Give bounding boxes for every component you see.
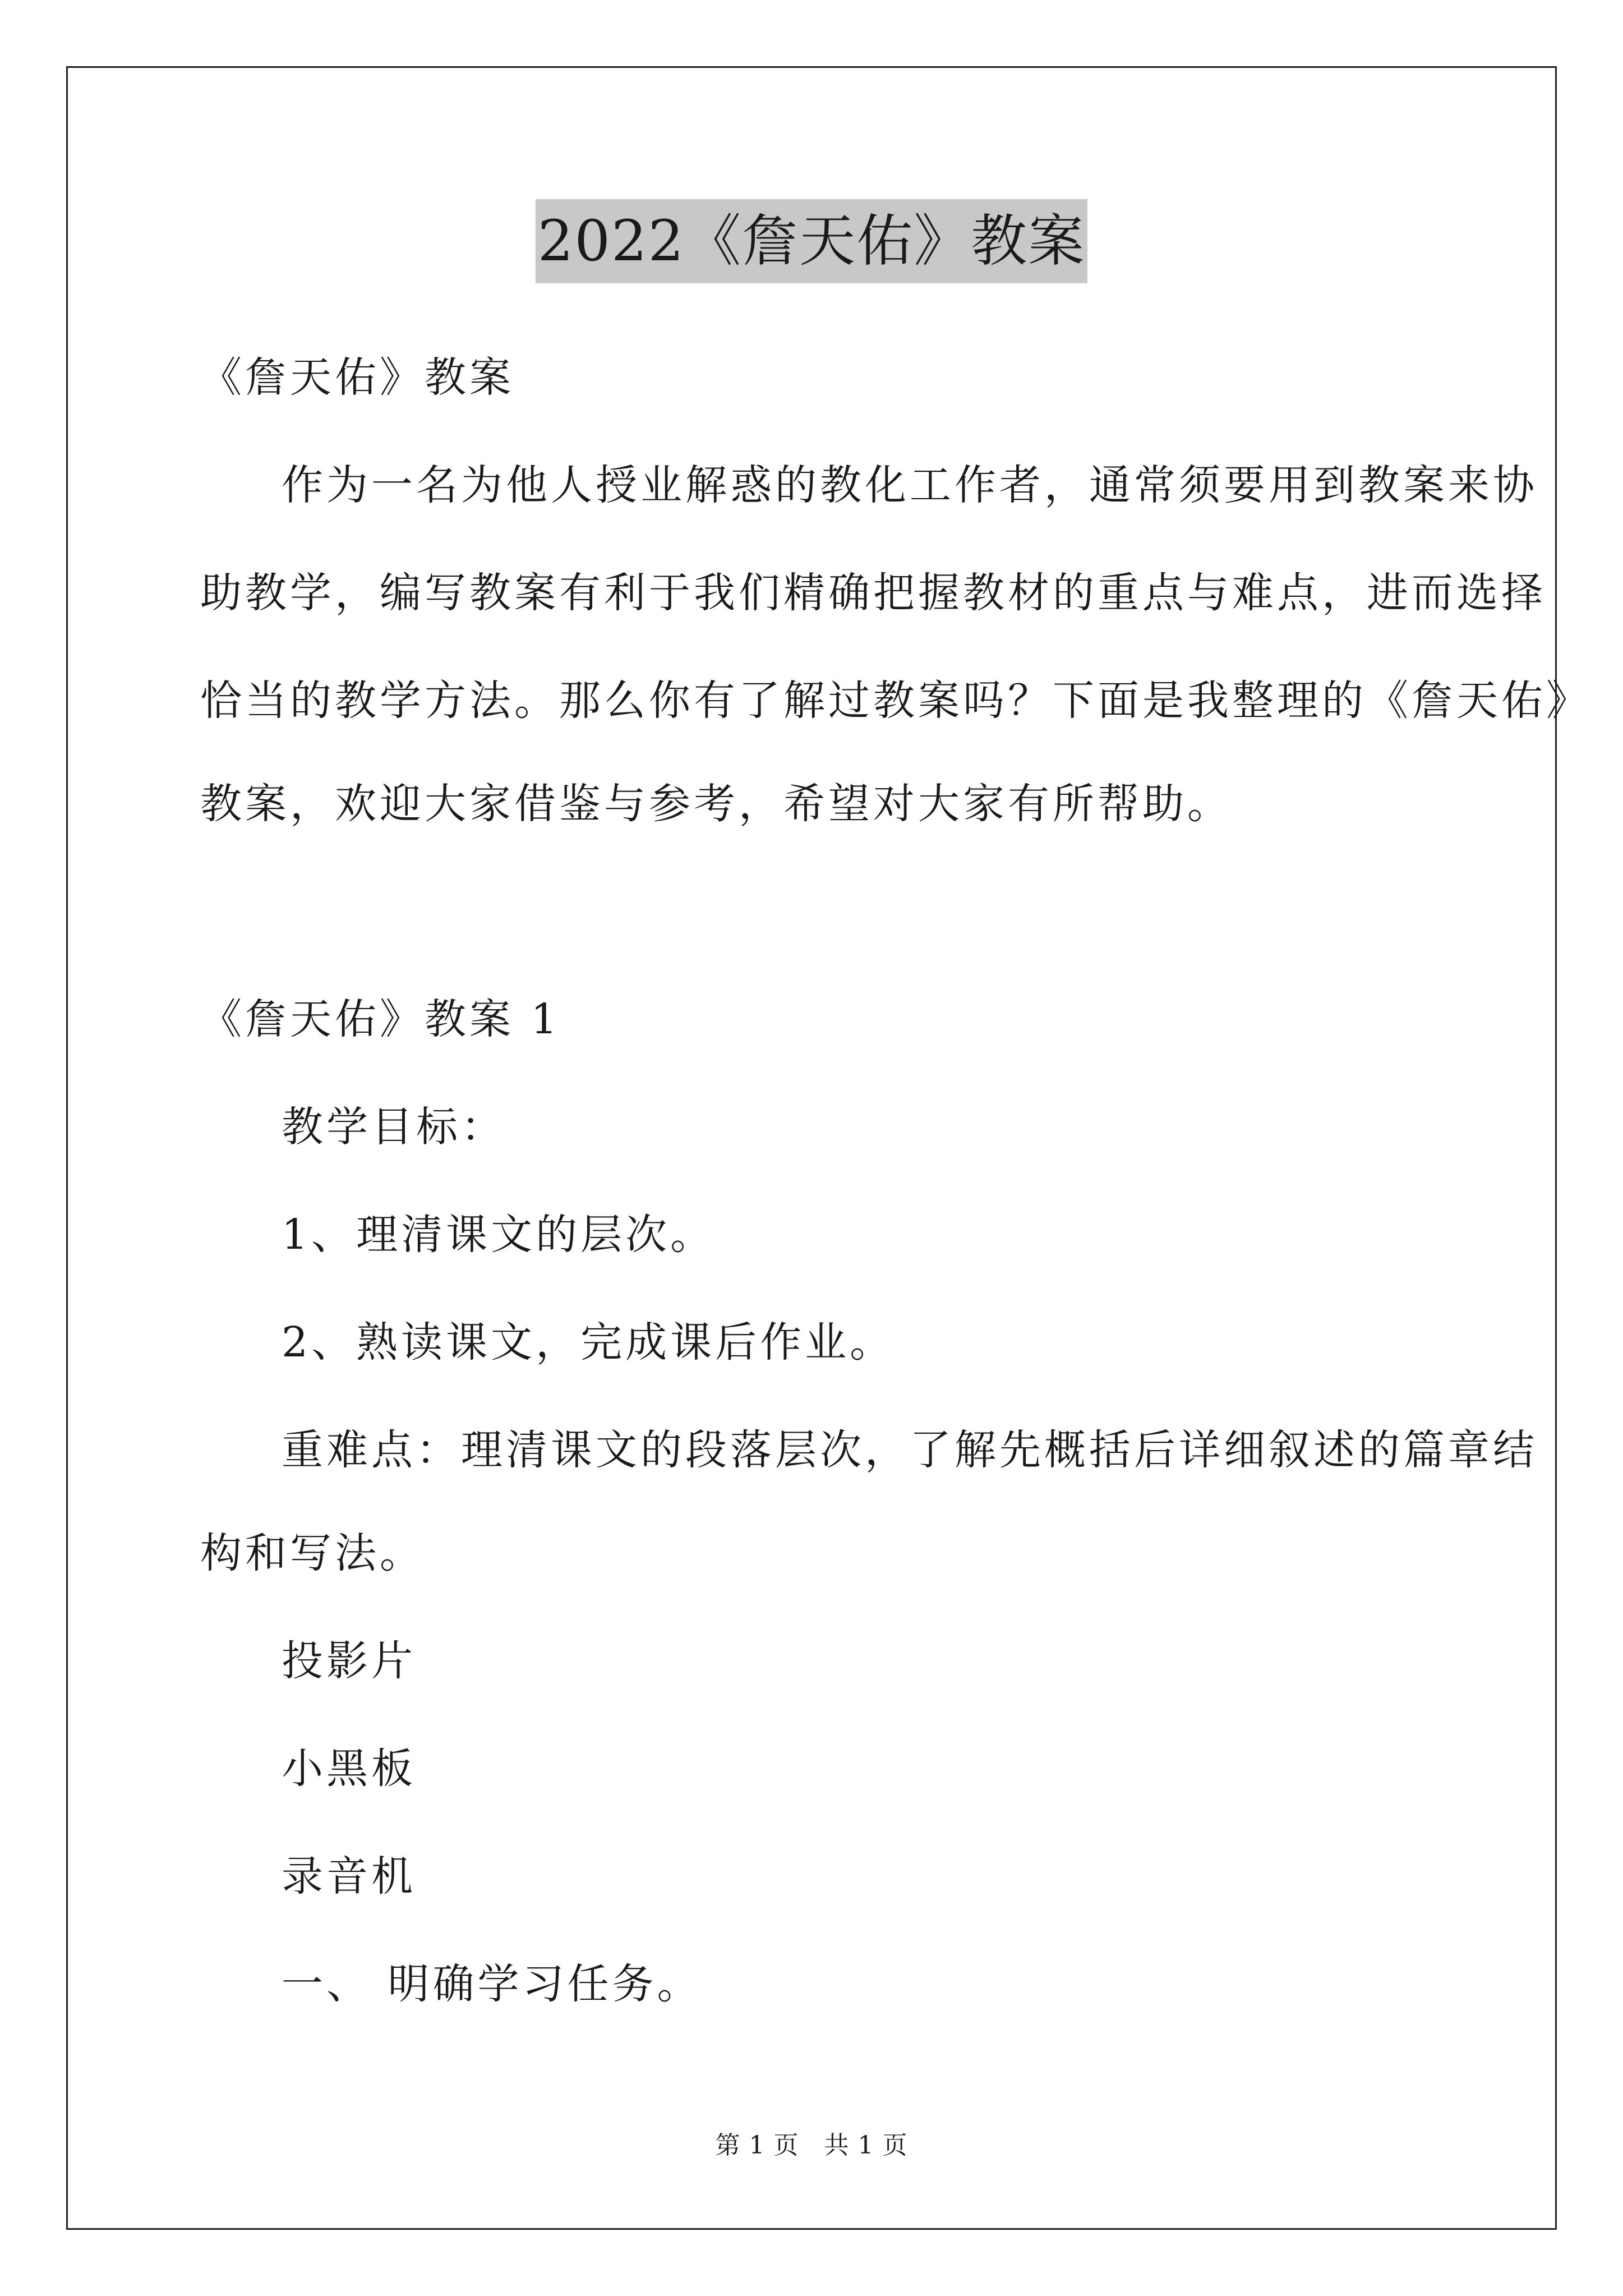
objective-1: 1、理清课文的层次。 [282, 1211, 716, 1259]
key-points-line-1: 重难点：理清课文的段落层次，了解先概括后详细叙述的篇章结 [282, 1426, 1538, 1474]
document-title: 2022《詹天佑》教案 [536, 199, 1088, 283]
subtitle: 《詹天佑》教案 [200, 353, 514, 402]
intro-line-1: 作为一名为他人授业解惑的教化工作者，通常须要用到教案来协 [282, 461, 1538, 509]
objective-2: 2、熟读课文，完成课后作业。 [282, 1318, 895, 1366]
intro-line-4: 教案，欢迎大家借鉴与参考，希望对大家有所帮助。 [200, 780, 1232, 828]
intro-line-3: 恰当的教学方法。那么你有了解过教案吗？下面是我整理的《詹天佑》 [200, 677, 1591, 725]
key-points-line-2: 构和写法。 [200, 1529, 425, 1577]
section-heading: 《詹天佑》教案 1 [200, 995, 561, 1043]
intro-line-2: 助教学，编写教案有利于我们精确把握教材的重点与难点，进而选择 [200, 569, 1546, 617]
page-footer: 第 1 页 共 1 页 [715, 2131, 908, 2160]
material-item-3: 录音机 [282, 1852, 416, 1901]
document-title-block [0, 199, 1623, 283]
material-item-2: 小黑板 [282, 1745, 416, 1793]
material-item-1: 投影片 [282, 1637, 416, 1685]
objectives-label: 教学目标： [282, 1103, 506, 1151]
step-1: 一、 明确学习任务。 [282, 1960, 702, 2008]
